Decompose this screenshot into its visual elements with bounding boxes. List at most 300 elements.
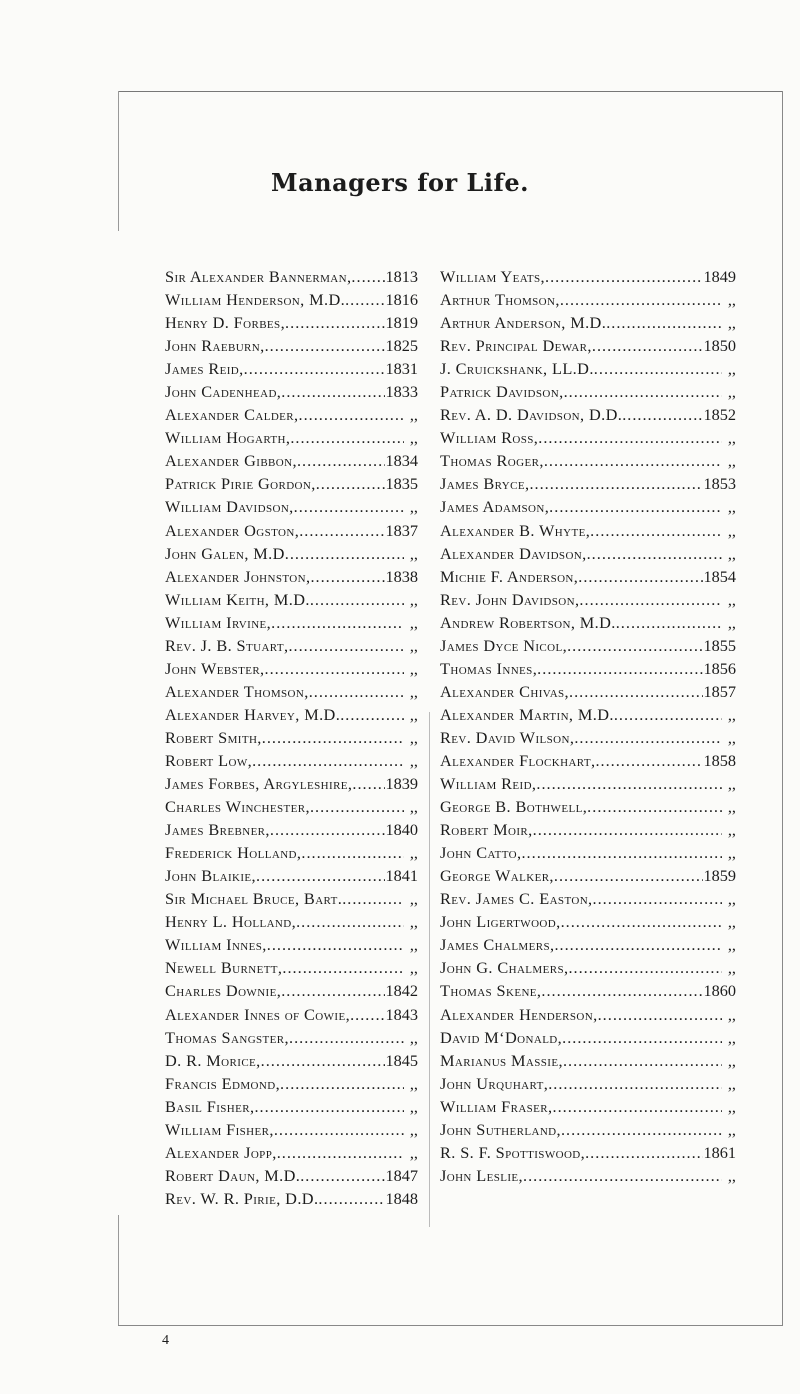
entry-name: Arthur Anderson, M.D. [440,313,607,333]
entry-year: ,, [727,290,736,310]
entry-year: 1819 [385,313,418,333]
entry-name: George B. Bothwell, [440,797,588,817]
dot-leader [590,519,722,542]
entry-name: Henry L. Holland, [165,912,297,932]
entry-name: John Webster, [165,658,265,678]
list-item [165,634,418,657]
entry-name: John Leslie, [440,1165,523,1185]
list-item [165,680,418,703]
dot-leader [318,1187,385,1210]
dot-leader [538,426,722,449]
dot-leader [537,657,703,680]
dot-leader [563,1049,722,1072]
entry-name: William Davidson, [165,497,294,517]
right-name-list [440,265,736,1187]
dot-leader [622,403,703,426]
dot-leader [592,334,704,357]
dot-leader [549,495,722,518]
dot-leader [270,818,386,841]
entry-name: Alexander Davidson, [440,543,587,563]
entry-year: 1859 [703,866,736,886]
entry-name: William Ross, [440,428,539,448]
entry-name: Rev. David Wilson, [440,727,575,747]
entry-name: Alexander Gibbon, [165,451,297,471]
entry-year: ,, [727,589,736,609]
list-item [165,403,418,426]
list-item [165,1118,418,1141]
entry-name: James Dyce Nicol, [440,635,568,655]
list-item [440,265,736,288]
entry-name: William Reid, [440,774,537,794]
dot-leader [585,1141,703,1164]
entry-year: ,, [727,912,736,932]
list-item [440,1141,736,1164]
entry-year: ,, [409,1096,418,1116]
list-item [165,1095,418,1118]
dot-leader [562,1026,722,1049]
entry-year: ,, [727,935,736,955]
dot-leader [598,1003,722,1026]
list-item [165,288,418,311]
list-item [440,1026,736,1049]
entry-name: William Fraser, [440,1096,553,1116]
entry-year: ,, [727,313,736,333]
entry-year: 1849 [703,267,736,286]
list-item [165,311,418,334]
list-item [440,795,736,818]
entry-year: ,, [409,497,418,517]
dot-leader [289,1026,404,1049]
entry-name: Thomas Sangster, [165,1027,289,1047]
dot-leader [345,288,385,311]
dot-leader [616,611,722,634]
entry-year: ,, [727,843,736,863]
dot-leader [296,910,404,933]
entry-year: 1861 [703,1142,736,1162]
list-item [440,449,736,472]
dot-leader [300,1164,385,1187]
entry-name: James Brebner, [165,820,270,840]
page-border-top [118,91,783,92]
list-item [165,426,418,449]
entry-year: ,, [409,704,418,724]
entry-name: Alexander Johnston, [165,566,311,586]
entry-name: D. R. Morice, [165,1050,261,1070]
entry-year: 1860 [703,981,736,1001]
dot-leader [523,1164,722,1187]
entry-year: 1850 [703,336,736,356]
list-item [440,495,736,518]
entry-year: 1858 [703,750,736,770]
dot-leader [256,864,385,887]
list-item [440,334,736,357]
entry-year: 1847 [385,1165,418,1185]
entry-name: Alexander Harvey, M.D. [165,704,341,724]
dot-leader [301,841,404,864]
list-item [165,519,418,542]
entry-name: J. Cruickshank, LL.D. [440,359,594,379]
list-item [165,841,418,864]
entry-name: William Fisher, [165,1119,274,1139]
dot-leader [285,311,385,334]
entry-name: Alexander Chivas, [440,681,570,701]
list-item [440,933,736,956]
entry-year: 1816 [385,290,418,310]
dot-leader [265,657,404,680]
dot-leader [569,680,703,703]
list-item [440,979,736,1002]
dot-leader [271,611,404,634]
entry-year: ,, [727,958,736,978]
list-item [440,1118,736,1141]
dot-leader [564,380,722,403]
dot-leader [310,588,404,611]
entry-year: 1840 [385,820,418,840]
dot-leader [299,519,385,542]
list-item [165,703,418,726]
dot-leader [548,1072,722,1095]
entry-name: Alexander Henderson, [440,1004,598,1024]
list-item [165,357,418,380]
dot-leader [553,1095,722,1118]
dot-leader [265,334,386,357]
list-item [440,426,736,449]
entry-name: Francis Edmond, [165,1073,281,1093]
list-item [165,749,418,772]
entry-year: ,, [409,635,418,655]
dot-leader [352,772,385,795]
entry-name: John Cadenhead, [165,382,282,402]
list-item [440,634,736,657]
dot-leader [554,864,704,887]
entry-year: ,, [409,797,418,817]
entry-name: John Catto, [440,843,522,863]
list-item [165,910,418,933]
entry-year: 1857 [703,681,736,701]
entry-name: Charles Winchester, [165,797,310,817]
dot-leader [310,795,404,818]
entry-name: Robert Smith, [165,727,262,747]
entry-name: Alexander Flockhart, [440,750,596,770]
dot-leader [554,933,722,956]
list-item [440,1164,736,1187]
entry-name: William Yeats, [440,267,546,286]
list-item [440,1095,736,1118]
entry-year: 1855 [703,635,736,655]
dot-leader [281,979,385,1002]
entry-name: Henry D. Forbes, [165,313,286,333]
list-item [165,380,418,403]
list-item [440,680,736,703]
entry-year: ,, [727,1096,736,1116]
entry-year: ,, [727,543,736,563]
entry-name: William Keith, M.D. [165,589,310,609]
list-item [440,772,736,795]
entry-year: 1837 [385,520,418,540]
entry-name: Patrick Davidson, [440,382,564,402]
dot-leader [614,703,722,726]
entry-year: ,, [409,1119,418,1139]
entry-year: 1841 [385,866,418,886]
entry-year: 1833 [385,382,418,402]
entry-year: 1839 [385,774,418,794]
entry-name: Alexander Jopp, [165,1142,277,1162]
entry-name: George Walker, [440,866,554,886]
dot-leader [261,1049,386,1072]
list-item [440,519,736,542]
list-item [165,1072,418,1095]
entry-year: ,, [409,843,418,863]
entry-year: 1831 [385,359,418,379]
entry-year: ,, [409,405,418,425]
entry-year: ,, [727,1073,736,1093]
page-border-bottom [118,1325,783,1326]
list-item [165,956,418,979]
list-item [165,472,418,495]
entry-name: Thomas Skene, [440,981,542,1001]
entry-year: 1813 [385,267,418,286]
entry-year: ,, [727,612,736,632]
list-item [440,657,736,680]
list-item [440,749,736,772]
list-item [165,565,418,588]
entry-year: ,, [409,935,418,955]
entry-year: ,, [727,889,736,909]
dot-leader [281,380,385,403]
entry-year: ,, [727,727,736,747]
entry-name: Alexander Calder, [165,405,299,425]
left-name-list [165,265,418,1210]
entry-year: 1848 [385,1188,418,1208]
entry-name: Thomas Innes, [440,658,538,678]
list-item [165,265,418,288]
list-item [440,588,736,611]
entry-year: ,, [409,543,418,563]
dot-leader [595,749,703,772]
list-item [440,956,736,979]
entry-year: 1825 [385,336,418,356]
entry-name: Robert Moir, [440,820,533,840]
entry-name: Andrew Robertson, M.D. [440,612,616,632]
entry-year: 1835 [385,474,418,494]
entry-year: ,, [409,658,418,678]
dot-leader [593,887,722,910]
entry-name: Rev. Principal Dewar, [440,336,592,356]
list-item [165,334,418,357]
dot-leader [309,680,404,703]
list-item [440,1049,736,1072]
entry-name: John Urquhart, [440,1073,549,1093]
entry-year: ,, [727,1027,736,1047]
dot-leader [316,472,386,495]
dot-leader [561,1118,722,1141]
list-item [440,703,736,726]
column-divider [429,712,430,1227]
dot-leader [533,818,722,841]
entry-name: James Reid, [165,359,244,379]
entry-year: 1854 [703,566,736,586]
list-item [165,495,418,518]
entry-name: John Sutherland, [440,1119,561,1139]
dot-leader [594,357,722,380]
list-item [165,726,418,749]
entry-name: William Henderson, M.D. [165,290,346,310]
dot-leader [262,726,404,749]
list-item [165,1049,418,1072]
page-border-right [782,91,783,1326]
entry-year: 1834 [385,451,418,471]
entry-name: Michie F. Anderson, [440,566,579,586]
entry-name: Alexander Martin, M.D. [440,704,614,724]
entry-year: ,, [409,912,418,932]
dot-leader [288,634,404,657]
entry-name: James Bryce, [440,474,530,494]
list-item [440,910,736,933]
dot-leader [310,565,385,588]
entry-year: ,, [727,497,736,517]
entry-name: John Blaikie, [165,866,257,886]
dot-leader [574,726,722,749]
list-item [440,887,736,910]
dot-leader [567,634,703,657]
entry-year: ,, [409,1142,418,1162]
entry-name: James Chalmers, [440,935,555,955]
dot-leader [545,265,703,288]
dot-leader [350,1003,385,1026]
entry-name: Patrick Pirie Gordon, [165,474,316,494]
list-item [165,1141,418,1164]
entry-year: ,, [727,428,736,448]
list-item [440,380,736,403]
entry-name: Rev. A. D. Davidson, D.D. [440,405,623,425]
dot-leader [561,910,722,933]
entry-name: Rev. James C. Easton, [440,889,593,909]
entry-name: William Innes, [165,935,267,955]
entry-year: 1843 [385,1004,418,1024]
entry-name: Alexander Thomson, [165,681,309,701]
entry-year: ,, [727,704,736,724]
dot-leader [290,426,404,449]
dot-leader [342,887,404,910]
entry-year: ,, [409,1073,418,1093]
entry-year: ,, [727,1004,736,1024]
list-item [165,818,418,841]
dot-leader [579,588,722,611]
entry-name: Arthur Thomson, [440,290,560,310]
dot-leader [536,772,722,795]
list-item [165,887,418,910]
dot-leader [280,1072,404,1095]
dot-leader [544,449,722,472]
entry-year: ,, [409,958,418,978]
list-item [165,1164,418,1187]
entry-year: ,, [409,750,418,770]
dot-leader [244,357,386,380]
entry-name: John Raeburn, [165,336,265,356]
entry-year: ,, [409,727,418,747]
entry-year: ,, [409,589,418,609]
entry-name: Alexander Innes of Cowie, [165,1004,351,1024]
entry-year: ,, [727,359,736,379]
dot-leader [277,1141,404,1164]
list-item [165,772,418,795]
dot-leader [587,542,722,565]
entry-name: William Irvine, [165,612,272,632]
page-border-left [118,91,119,231]
dot-leader [541,979,703,1002]
list-item [440,611,736,634]
entry-year: 1852 [703,405,736,425]
page-border-left-lower [118,1215,119,1325]
entry-name: Alexander Ogston, [165,520,300,540]
entry-year: ,, [727,520,736,540]
list-item [165,542,418,565]
list-item [440,818,736,841]
list-item [440,357,736,380]
entry-year: ,, [409,889,418,909]
dot-leader [297,449,385,472]
dot-leader [568,956,722,979]
list-item [165,657,418,680]
entry-name: Sir Alexander Bannerman, [165,267,352,286]
entry-year: ,, [409,1027,418,1047]
entry-name: Charles Downie, [165,981,282,1001]
entry-name: James Forbes, Argyleshire, [165,774,353,794]
entry-year: ,, [727,797,736,817]
list-item [440,403,736,426]
list-item [165,1003,418,1026]
entry-name: John Galen, M.D [165,543,285,563]
entry-name: Marianus Massie, [440,1050,563,1070]
list-item [165,449,418,472]
entry-year: ,, [727,451,736,471]
entry-year: ,, [727,382,736,402]
list-item [440,1072,736,1095]
dot-leader [521,841,722,864]
entry-name: Rev. John Davidson, [440,589,580,609]
list-item [440,726,736,749]
entry-name: Basil Fisher, [165,1096,255,1116]
entry-name: Thomas Roger, [440,451,544,471]
dot-leader [282,956,404,979]
dot-leader [340,703,404,726]
list-item [165,864,418,887]
dot-leader [578,565,703,588]
list-item [165,795,418,818]
entry-year: 1842 [385,981,418,1001]
entry-name: David M‘Donald, [440,1027,563,1047]
entry-year: ,, [727,1050,736,1070]
entry-year: 1856 [703,658,736,678]
entry-year: 1853 [703,474,736,494]
list-item [165,933,418,956]
dot-leader [274,1118,404,1141]
list-item [165,1026,418,1049]
entry-name: James Adamson, [440,497,550,517]
dot-leader [299,403,405,426]
page-title: Managers for Life. [271,168,529,197]
entry-year: 1838 [385,566,418,586]
dot-leader [252,749,404,772]
list-item [440,841,736,864]
dot-leader [267,933,404,956]
entry-name: Rev. W. R. Pirie, D.D. [165,1188,319,1208]
entry-name: John G. Chalmers, [440,958,569,978]
entry-year: 1845 [385,1050,418,1070]
list-item [165,588,418,611]
list-item [440,288,736,311]
entry-name: Newell Burnett, [165,958,283,978]
